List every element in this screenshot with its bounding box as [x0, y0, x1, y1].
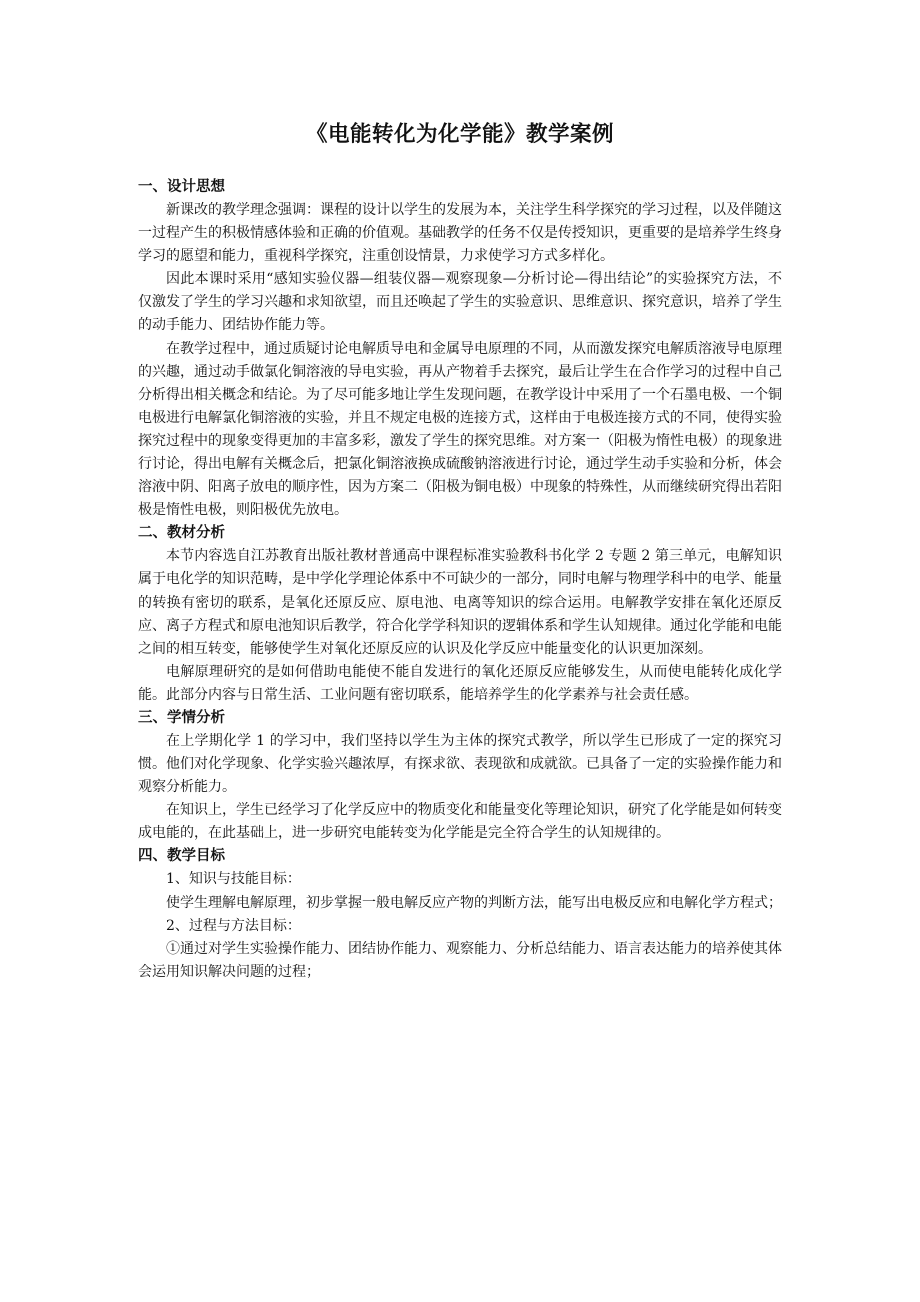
document-title: 《电能转化为化学能》教学案例: [305, 122, 614, 147]
paragraph: 使学生理解电解原理，初步掌握一般电解反应产物的判断方法，能写出电极反应和电解化学方程式；: [166, 894, 782, 911]
paragraph: 本节内容选自江苏教育出版社教材普通高中课程标准实验教科书化学 2 专题 2 第三单元，电解知识属于电化学的知识范畴，是中学化学理论体系中不可缺少的一部分，同时电解与物理学科中的电学、能量的转换有密切的联系，是氧化还原反应、原电池、电离等知识的综合运用。电解教学安排在氧化还原反应、离子方程式和原电池知识后教学，符合化学学科知识的逻辑体系和学生认知规律。通过化学能和电能之间的相互转变，能够使学生对氧化还原反应的认识及化学反应中能量变化的认识更加深刻。: [138, 548, 782, 657]
paragraph: 在教学过程中，通过质疑讨论电解质导电和金属导电原理的不同，从而激发探究电解质溶液导电原理的兴趣，通过动手做氯化铜溶液的导电实验，再从产物着手去探究，最后让学生在合作学习的过程中自己分析得出相关概念和结论。为了尽可能多地让学生发现问题，在教学设计中采用了一个石墨电极、一个铜电极进行电解氯化铜溶液的实验，并且不规定电极的连接方式，这样由于电极连接方式的不同，使得实验探究过程中的现象变得更加的丰富多彩，激发了学生的探究思维。对方案一（阳极为惰性电极）的现象进行讨论，得出电解有关概念后，把氯化铜溶液换成硫酸钠溶液进行讨论，通过学生动手实验和分析，体会溶液中阴、阳离子放电的顺序性，因为方案二（阳极为铜电极）中现象的特殊性，从而继续研究得出若阳极是惰性电极，则阳极优先放电。: [138, 340, 782, 519]
section-teaching-goals: [138, 845, 782, 983]
paragraph: 新课改的教学理念强调：课程的设计以学生的发展为本，关注学生科学探究的学习过程，以及伴随这一过程产生的积极情感体验和正确的价值观。基础教学的任务不仅是传授知识，更重要的是培养学生终身学习的愿望和能力，重视科学探究，注重创设情景，力求使学习方式多样化。: [138, 202, 782, 265]
section-heading: 四、教学目标: [138, 848, 225, 865]
section-textbook-analysis: [138, 522, 782, 707]
document-page: [138, 118, 782, 984]
section-heading: 一、设计思想: [138, 179, 225, 195]
section-heading: 三、学情分析: [138, 709, 225, 726]
paragraph: 2、过程与方法目标：: [166, 917, 301, 934]
paragraph: 在上学期化学 1 的学习中，我们坚持以学生为主体的探究式教学，所以学生已形成了一定的探究习惯。他们对化学现象、化学实验兴趣浓厚，有探求欲、表现欲和成就欲。已具备了一定的实验操作能力和观察分析能力。: [138, 732, 782, 796]
paragraph: 电解原理研究的是如何借助电能使不能自发进行的氧化还原反应能够发生，从而使电能转化成化学能。此部分内容与日常生活、工业问题有密切联系，能培养学生的化学素养与社会责任感。: [138, 663, 782, 703]
paragraph: ①通过对学生实验操作能力、团结协作能力、观察能力、分析总结能力、语言表达能力的培养使其体会运用知识解决问题的过程；: [138, 940, 782, 980]
paragraph: 因此本课时采用“感知实验仪器—组装仪器—观察现象—分析讨论—得出结论”的实验探究方法，不仅激发了学生的学习兴趣和求知欲望，而且还唤起了学生的实验意识、思维意识、探究意识，培养了学生的动手能力、团结协作能力等。: [138, 271, 782, 334]
paragraph: 在知识上，学生已经学习了化学反应中的物质变化和能量变化等理论知识，研究了化学能是如何转变成电能的，在此基础上，进一步研究电能转变为化学能是完全符合学生的认知规律的。: [138, 802, 782, 842]
section-heading: 二、教材分析: [138, 525, 225, 542]
section-student-analysis: [138, 707, 782, 845]
paragraph: 1、知识与技能目标：: [166, 871, 301, 888]
section-design-thinking: [138, 176, 782, 522]
